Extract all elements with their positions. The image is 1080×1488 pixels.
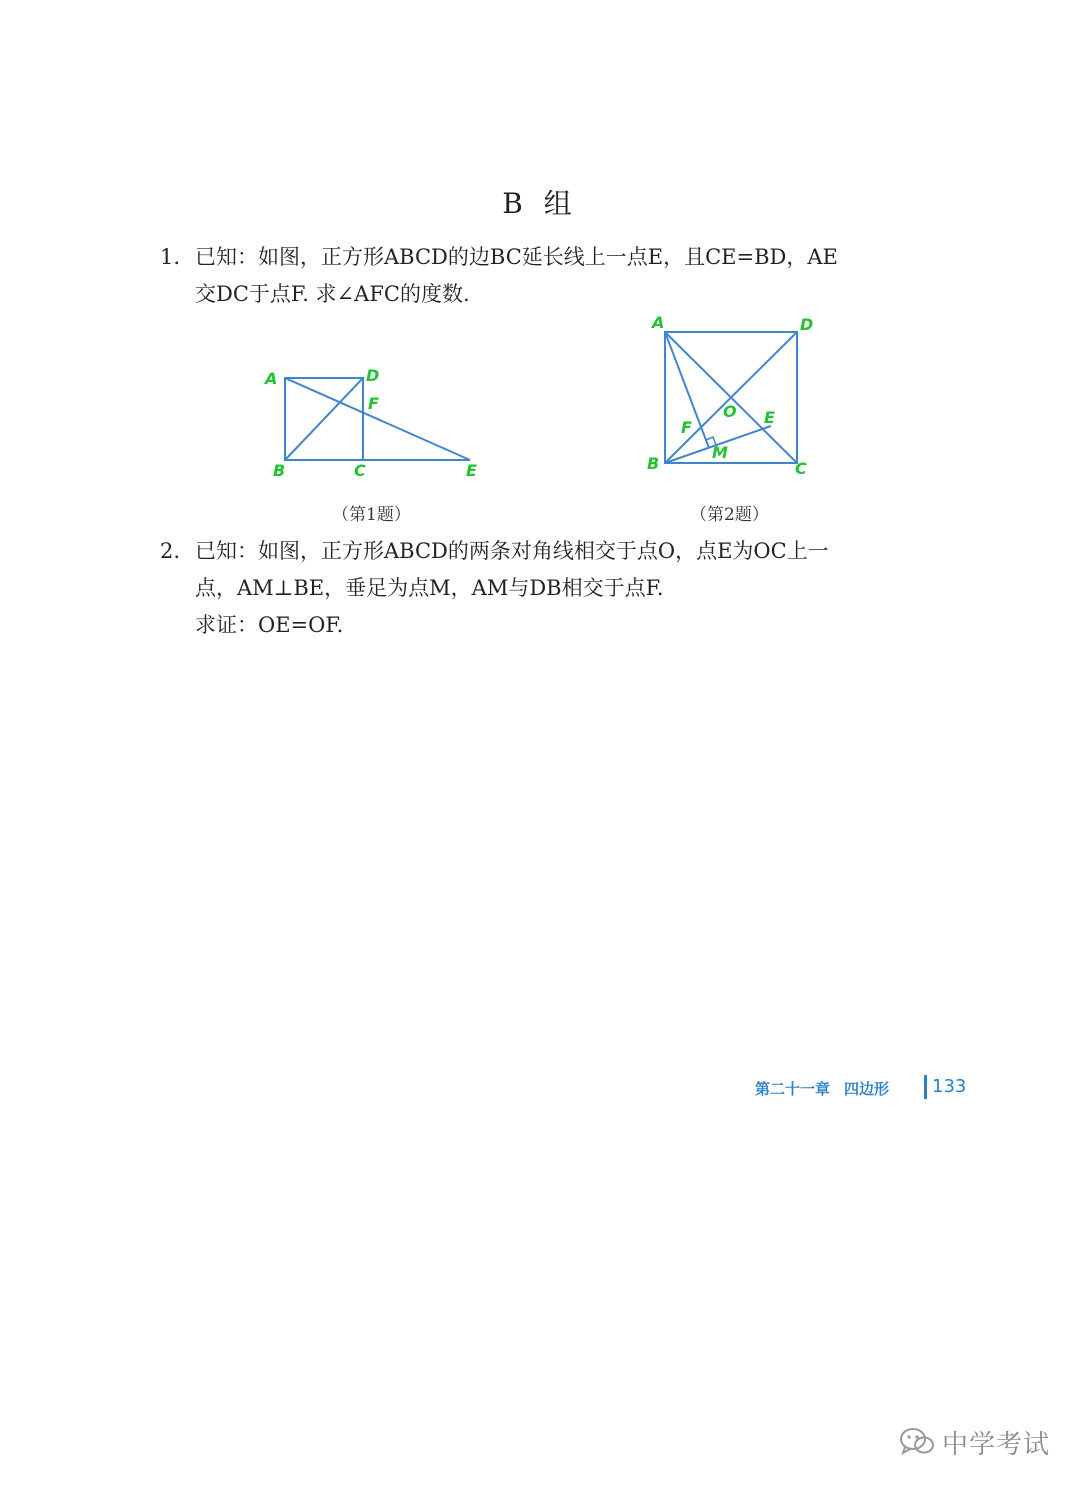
point-label: C [795,459,807,478]
diagonal-bd [285,378,363,460]
problem-2 [160,533,960,644]
point-label: F [368,394,379,413]
section-title: B 组 [502,187,578,220]
point-label: D [366,366,380,385]
figure-1-caption: （第1题） [332,505,411,525]
figure-1-diagram [255,360,495,485]
footer-chapter [755,1078,903,1099]
segment-ae [285,378,470,460]
point-label: A [265,369,278,388]
footer-divider [924,1075,927,1099]
point-label: E [764,408,775,427]
point-label: O [723,402,737,421]
watermark-text: 中学考试 [942,1429,1051,1460]
figure-2-diagram [640,308,830,483]
chapter-title: 四边形 [844,1080,890,1098]
point-label: C [354,461,366,480]
problem-text-line: 已知：如图，正方形ABCD的两条对角线相交于点O，点E为OC上一 [195,539,829,563]
problem-text-line: 交DC于点F. 求∠AFC的度数. [195,282,470,306]
problem-text-line: 已知：如图，正方形ABCD的边BC延长线上一点E，且CE=BD，AE [195,245,838,269]
problem-1 [160,239,960,313]
page-number: 133 [932,1076,967,1097]
point-label: F [681,418,692,437]
watermark [898,1418,1050,1466]
problem-text-line: 求证：OE=OF. [195,613,344,637]
chapter-number: 第二十一章 [755,1080,831,1098]
point-label: B [273,461,286,480]
problem-text-line: 点，AM⊥BE，垂足为点M，AM与DB相交于点F. [195,576,664,600]
point-label: D [800,315,814,334]
problem-number: 1. [160,245,181,269]
problem-number: 2. [160,539,181,563]
point-label: A [652,313,665,332]
point-label: B [647,454,660,473]
point-label: E [466,461,477,480]
point-label: M [712,443,728,462]
figure-2-caption: （第2题） [690,505,769,525]
wechat-icon [898,1426,936,1458]
